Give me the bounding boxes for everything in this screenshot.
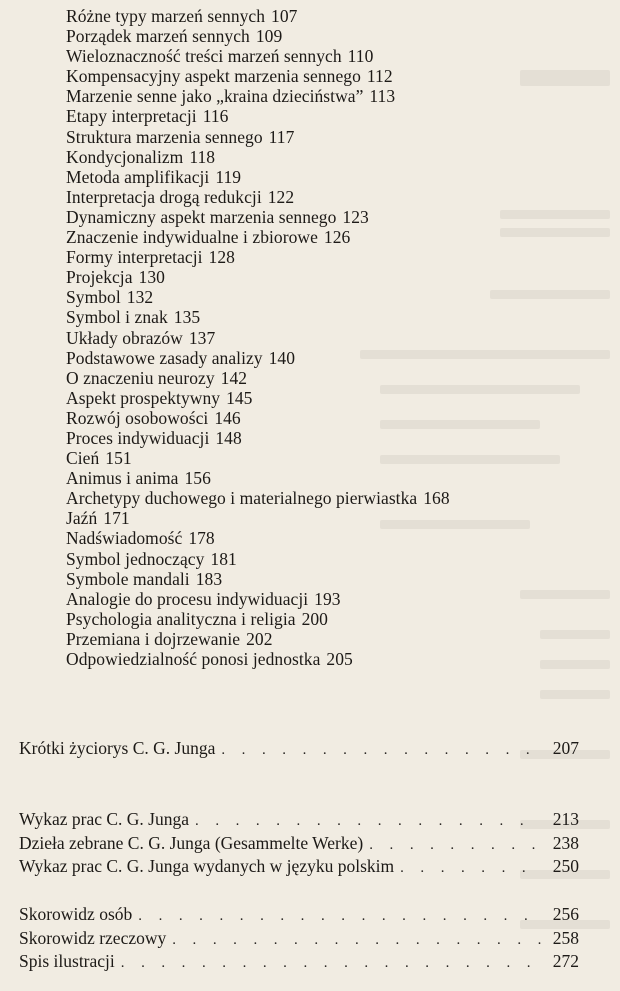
dot-leader	[172, 930, 541, 952]
toc-entry	[66, 307, 450, 327]
toc-entry-title: Metoda amplifikacji	[66, 166, 210, 187]
toc-entry-title: Marzenie senne jako „kraina dzieciństwa”	[66, 86, 364, 107]
toc-entry-page: 123	[342, 206, 369, 227]
toc-entry	[66, 569, 450, 589]
toc-entry	[66, 609, 450, 629]
toc-entry-page: 193	[314, 588, 341, 609]
toc-entry	[66, 488, 450, 508]
toc-entry-title: Układy obrazów	[66, 327, 183, 348]
toc-entry-page: 122	[267, 186, 295, 207]
toc-entry-title: Symbole mandali	[66, 568, 190, 589]
toc-entry	[66, 66, 450, 86]
toc-entry-title: Etapy interpretacji	[66, 106, 197, 127]
toc-entry	[66, 468, 450, 488]
toc-entry	[66, 348, 450, 368]
dot-leader	[138, 906, 541, 928]
toc-entry	[66, 649, 450, 669]
toc-entry	[66, 328, 450, 348]
toc-entry-title: Cień	[66, 448, 100, 469]
toc-entry	[66, 147, 450, 167]
toc-entry-title: Nadświadomość	[66, 528, 183, 549]
toc-entry-title: Archetypy duchowego i materialnego pierwiastka	[66, 488, 418, 509]
toc-entry-title: Animus i anima	[66, 468, 179, 489]
toc-entry-page: 146	[214, 407, 241, 428]
toc-entry-page: 168	[423, 488, 450, 509]
toc-entry-page: 178	[188, 528, 215, 549]
toc-entry-title: Symbol i znak	[66, 307, 168, 328]
toc-main-entry	[19, 856, 579, 880]
toc-entry-page: 250	[552, 856, 579, 876]
toc-entry-page: 113	[369, 86, 396, 107]
toc-entry-title: Dzieła zebrane C. G. Junga (Gesammelte Werke)	[19, 832, 364, 853]
toc-entry-page: 213	[552, 809, 579, 829]
toc-entry-page: 109	[255, 26, 283, 47]
toc-entry	[66, 227, 450, 247]
toc-entry-page: 205	[326, 649, 353, 669]
toc-entry	[66, 46, 450, 66]
toc-entry-page: 151	[105, 448, 132, 469]
toc-group-bibliography	[19, 809, 579, 880]
toc-entry-page: 112	[366, 66, 393, 87]
toc-entry-title: Wieloznaczność treści marzeń sennych	[66, 46, 342, 67]
toc-entry-page: 118	[189, 146, 216, 167]
toc-entry-page: 256	[552, 904, 579, 924]
toc-entry	[66, 368, 450, 388]
toc-main-entry	[19, 809, 579, 833]
toc-sub-entries	[66, 6, 450, 669]
toc-entry-title: Jaźń	[66, 508, 98, 529]
toc-entry-page: 202	[246, 628, 273, 649]
toc-entry-title: Rozwój osobowości	[66, 407, 209, 428]
toc-main-entry	[19, 928, 579, 952]
dot-leader	[221, 740, 541, 762]
toc-entry-page: 258	[552, 927, 579, 948]
toc-entry-page: 156	[184, 468, 211, 489]
toc-group-biography	[19, 738, 579, 762]
toc-entry-title: Kondycjonalizm	[66, 146, 184, 167]
toc-entry-page: 130	[138, 267, 165, 288]
toc-entry	[66, 428, 450, 448]
dot-leader	[400, 858, 541, 880]
toc-entry-page: 110	[347, 46, 374, 67]
toc-entry-page: 181	[210, 548, 237, 569]
toc-entry	[66, 388, 450, 408]
toc-entry-page: 126	[323, 227, 351, 248]
toc-entry-page: 207	[552, 738, 579, 758]
toc-entry-title: O znaczeniu neurozy	[66, 367, 215, 388]
toc-main-entry	[19, 951, 579, 975]
toc-entry	[66, 508, 450, 528]
toc-entry-title: Struktura marzenia sennego	[66, 126, 263, 147]
toc-entry-page: 200	[301, 608, 328, 629]
toc-entry-title: Znaczenie indywidualne i zbiorowe	[66, 227, 318, 248]
toc-entry-page: 128	[208, 247, 235, 268]
dot-leader	[195, 811, 541, 833]
toc-entry-title: Przemiana i dojrzewanie	[66, 628, 241, 649]
toc-entry	[66, 287, 450, 307]
toc-entry-page: 145	[226, 387, 253, 408]
toc-entry-title: Proces indywiduacji	[66, 427, 210, 448]
toc-entry-title: Spis ilustracji	[19, 951, 115, 971]
toc-entry-title: Projekcja	[66, 267, 133, 288]
toc-entry-page: 107	[271, 6, 298, 26]
toc-entry-page: 148	[215, 427, 242, 448]
toc-entry-title: Analogie do procesu indywiduacji	[66, 588, 309, 609]
toc-entry-page: 272	[552, 951, 579, 971]
toc-entry-page: 142	[220, 367, 248, 388]
toc-entry-title: Kompensacyjny aspekt marzenia sennego	[66, 66, 361, 87]
toc-entry-title: Różne typy marzeń sennych	[66, 6, 266, 26]
toc-main-entry	[19, 738, 579, 762]
toc-entry-title: Odpowiedzialność ponosi jednostka	[66, 649, 321, 669]
toc-entry	[66, 408, 450, 428]
dot-leader	[121, 953, 541, 975]
toc-entry	[66, 26, 450, 46]
toc-entry-title: Symbol jednoczący	[66, 548, 205, 569]
toc-entry	[66, 528, 450, 548]
toc-entry	[66, 589, 450, 609]
toc-entry-title: Podstawowe zasady analizy	[66, 347, 263, 368]
toc-entry-title: Aspekt prospektywny	[66, 387, 221, 408]
dot-leader	[369, 835, 541, 857]
toc-entry	[66, 86, 450, 106]
toc-entry-page: 135	[173, 307, 201, 328]
toc-entry-page: 132	[126, 287, 154, 308]
toc-entry	[66, 629, 450, 649]
toc-entry-title: Porządek marzeń sennych	[66, 26, 250, 47]
toc-entry	[66, 247, 450, 267]
toc-entry-title: Wykaz prac C. G. Junga	[19, 809, 190, 829]
toc-entry-title: Wykaz prac C. G. Junga wydanych w języku polskim	[19, 856, 395, 876]
toc-entry	[66, 549, 450, 569]
toc-entry-page: 140	[268, 347, 296, 368]
toc-entry-title: Skorowidz rzeczowy	[19, 927, 167, 948]
toc-entry-title: Dynamiczny aspekt marzenia sennego	[66, 206, 337, 227]
toc-entry-page: 137	[188, 327, 216, 348]
toc-entry-title: Interpretacja drogą redukcji	[66, 186, 262, 207]
toc-entry	[66, 187, 450, 207]
toc-entry-title: Skorowidz osób	[19, 904, 133, 924]
toc-entry-page: 171	[103, 508, 130, 529]
toc-entry	[66, 127, 450, 147]
toc-entry	[66, 448, 450, 468]
toc-main-entry	[19, 904, 579, 928]
toc-entry	[66, 6, 450, 26]
toc-entry-page: 183	[195, 568, 223, 589]
toc-entry-page: 116	[202, 106, 229, 127]
toc-entry-page: 238	[552, 832, 579, 853]
toc-entry-title: Psychologia analityczna i religia	[66, 608, 296, 629]
toc-entry	[66, 106, 450, 126]
toc-group-indexes	[19, 904, 579, 975]
toc-entry	[66, 207, 450, 227]
toc-entry-title: Formy interpretacji	[66, 247, 203, 268]
toc-entry	[66, 167, 450, 187]
toc-entry-title: Symbol	[66, 287, 121, 308]
toc-entry-page: 119	[215, 166, 242, 187]
toc-entry	[66, 267, 450, 287]
toc-entry-page: 117	[268, 126, 295, 147]
toc-main-entry	[19, 833, 579, 857]
toc-entry-title: Krótki życiorys C. G. Junga	[19, 738, 216, 758]
